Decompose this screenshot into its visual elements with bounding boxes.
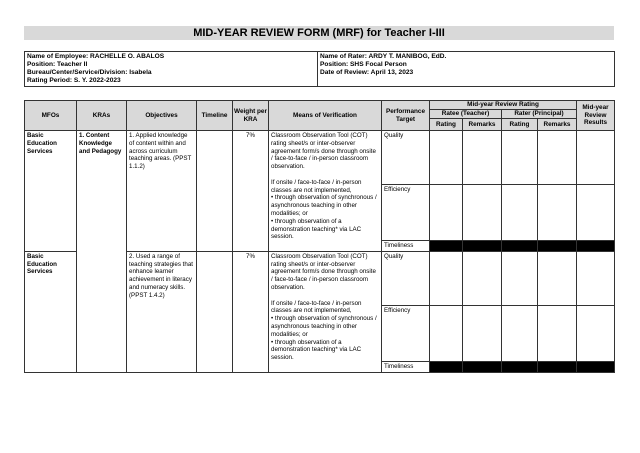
ratee-remarks-cell: [463, 131, 502, 185]
rater-info: [318, 52, 615, 87]
header-midyear-results: Mid-year Review Results: [577, 101, 615, 131]
employee-info-table: [24, 51, 615, 87]
rater-rating-cell: [502, 305, 538, 361]
rater-name: Name of Rater: ARDY T. MANIBOG, EdD.: [320, 53, 447, 60]
kra-cell: 1. Content Knowledge and Pedagogy: [77, 131, 127, 373]
rater-remarks-cell: [538, 185, 577, 241]
table-row: [25, 131, 615, 185]
blocked-cell: [430, 241, 463, 252]
means-of-verification-cell: Classroom Observation Tool (COT) rating sheet/s or inter-observer agreement form/s done through onsite / face-to-face / in-person classroom observation. If onsite / face-to-face / in-person classes are not implemented, • through observation of synchronous / asynchronous teaching in other modalities; or • through observation of a demonstration teaching* via LAC session.: [269, 131, 382, 252]
header-performance-target: Performance Target: [382, 101, 430, 131]
rater-rating-cell: [502, 131, 538, 185]
form-title: MID-YEAR REVIEW FORM (MRF) for Teacher I-III: [24, 26, 614, 40]
timeline-cell: [197, 251, 233, 372]
review-table: [24, 100, 615, 373]
mfo-cell: Basic Education Services: [25, 131, 77, 252]
blocked-cell: [577, 241, 615, 252]
results-cell: [577, 251, 615, 305]
rater-remarks-cell: [538, 251, 577, 305]
header-ratee-remarks: Remarks: [463, 119, 502, 131]
results-cell: [577, 305, 615, 361]
target-quality: Quality: [382, 251, 430, 305]
blocked-cell: [463, 241, 502, 252]
weight-cell: 7%: [233, 251, 269, 372]
results-cell: [577, 185, 615, 241]
header-ratee-rating: Rating: [430, 119, 463, 131]
blocked-cell: [502, 361, 538, 372]
objective-cell: 1. Applied knowledge of content within and across curriculum teaching areas. (PPST 1.1.2): [127, 131, 197, 252]
header-ratee: Ratee (Teacher): [430, 110, 502, 119]
header-mfos: MFOs: [25, 101, 77, 131]
header-rater: Rater (Principal): [502, 110, 577, 119]
weight-cell: 7%: [233, 131, 269, 252]
employee-position: Position: Teacher II: [27, 61, 88, 68]
header-timeline: Timeline: [197, 101, 233, 131]
means-of-verification-cell: Classroom Observation Tool (COT) rating sheet/s or inter-observer agreement form/s done through onsite / face-to-face / in-person classroom observation. If onsite / face-to-face / in-person classes are not implemented, • through observation of synchronous / asynchronous teaching in other modalities; or • through observation of a demonstration teaching* via LAC session.: [269, 251, 382, 372]
target-timeliness: Timeliness: [382, 241, 430, 252]
rater-rating-cell: [502, 251, 538, 305]
ratee-remarks-cell: [463, 305, 502, 361]
ratee-rating-cell: [430, 131, 463, 185]
header-kras: KRAs: [77, 101, 127, 131]
ratee-remarks-cell: [463, 185, 502, 241]
rater-position: Position: SHS Focal Person: [320, 61, 407, 68]
blocked-cell: [577, 361, 615, 372]
rater-rating-cell: [502, 185, 538, 241]
header-rater-rating: Rating: [502, 119, 538, 131]
rater-remarks-cell: [538, 305, 577, 361]
header-midyear-rating: Mid-year Review Rating: [430, 101, 577, 110]
mfo-cell: Basic Education Services: [25, 251, 77, 372]
employee-name: Name of Employee: RACHELLE O. ABALOS: [27, 53, 165, 60]
target-efficiency: Efficiency: [382, 185, 430, 241]
blocked-cell: [502, 241, 538, 252]
employee-bureau: Bureau/Center/Service/Division: Isabela: [27, 69, 152, 76]
blocked-cell: [538, 361, 577, 372]
header-means: Means of Verification: [269, 101, 382, 131]
target-quality: Quality: [382, 131, 430, 185]
ratee-rating-cell: [430, 251, 463, 305]
timeline-cell: [197, 131, 233, 252]
rater-remarks-cell: [538, 131, 577, 185]
blocked-cell: [463, 361, 502, 372]
ratee-remarks-cell: [463, 251, 502, 305]
ratee-rating-cell: [430, 305, 463, 361]
ratee-rating-cell: [430, 185, 463, 241]
blocked-cell: [538, 241, 577, 252]
header-objectives: Objectives: [127, 101, 197, 131]
objective-cell: 2. Used a range of teaching strategies that enhance learner achievement in literacy and numeracy skills. (PPST 1.4.2): [127, 251, 197, 372]
rating-period: Rating Period: S. Y. 2022-2023: [27, 77, 121, 84]
review-date: Date of Review: April 13, 2023: [320, 69, 414, 76]
results-cell: [577, 131, 615, 185]
target-timeliness: Timeliness: [382, 361, 430, 372]
target-efficiency: Efficiency: [382, 305, 430, 361]
header-weight: Weight per KRA: [233, 101, 269, 131]
header-rater-remarks: Remarks: [538, 119, 577, 131]
employee-info: [25, 52, 318, 87]
blocked-cell: [430, 361, 463, 372]
